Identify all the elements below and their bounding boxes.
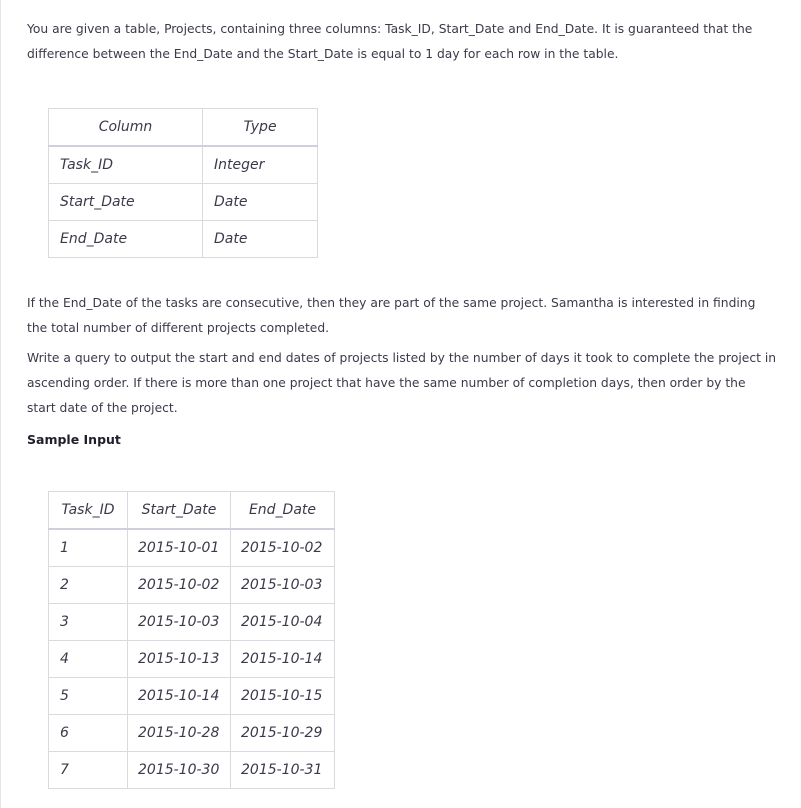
cell-start-date: 2015-10-01 [128, 529, 231, 567]
cell-end-date: 2015-10-15 [231, 678, 335, 715]
sample-input-table [48, 491, 335, 789]
cell-task-id: 5 [49, 678, 128, 715]
table-row [49, 529, 335, 567]
consecutive-paragraph: If the End_Date of the tasks are consecutive, then they are part of the same project. Samantha is interested in finding the total number of different projects completed. [27, 296, 756, 335]
sample-header-task-id: Task_ID [49, 492, 128, 530]
cell-start-date: 2015-10-02 [128, 567, 231, 604]
left-divider [0, 0, 1, 808]
cell-task-id: 7 [49, 752, 128, 789]
cell-end-date: 2015-10-03 [231, 567, 335, 604]
schema-cell-type: Date [203, 221, 318, 258]
table-row [49, 641, 335, 678]
sample-header-row [49, 492, 335, 530]
cell-start-date: 2015-10-30 [128, 752, 231, 789]
cell-end-date: 2015-10-31 [231, 752, 335, 789]
cell-start-date: 2015-10-14 [128, 678, 231, 715]
table-row [49, 184, 318, 221]
cell-task-id: 1 [49, 529, 128, 567]
cell-end-date: 2015-10-02 [231, 529, 335, 567]
table-row [49, 221, 318, 258]
table-row [49, 604, 335, 641]
query-paragraph: Write a query to output the start and end dates of projects listed by the number of days it took to complete the project in ascending order. If there is more than one project that have the same number of completion days, then order by the start date of the project. [27, 351, 777, 415]
schema-header-row [49, 109, 318, 147]
cell-end-date: 2015-10-04 [231, 604, 335, 641]
cell-task-id: 6 [49, 715, 128, 752]
cell-task-id: 2 [49, 567, 128, 604]
schema-cell-column: End_Date [49, 221, 203, 258]
cell-start-date: 2015-10-28 [128, 715, 231, 752]
schema-header-type: Type [203, 109, 318, 147]
cell-task-id: 3 [49, 604, 128, 641]
schema-cell-column: Task_ID [49, 146, 203, 184]
schema-table [48, 108, 318, 258]
sample-input-heading: Sample Input [27, 432, 121, 447]
schema-cell-type: Date [203, 184, 318, 221]
cell-start-date: 2015-10-03 [128, 604, 231, 641]
table-row [49, 567, 335, 604]
table-row [49, 146, 318, 184]
sample-header-end-date: End_Date [231, 492, 335, 530]
table-row [49, 678, 335, 715]
cell-start-date: 2015-10-13 [128, 641, 231, 678]
cell-end-date: 2015-10-14 [231, 641, 335, 678]
intro-paragraph: You are given a table, Projects, containing three columns: Task_ID, Start_Date and End_Date. It is guaranteed that the difference between the End_Date and the Start_Date is equal to 1 day for each row in the table. [27, 22, 753, 61]
cell-task-id: 4 [49, 641, 128, 678]
schema-cell-type: Integer [203, 146, 318, 184]
table-row [49, 715, 335, 752]
sample-header-start-date: Start_Date [128, 492, 231, 530]
table-row [49, 752, 335, 789]
schema-cell-column: Start_Date [49, 184, 203, 221]
schema-header-column: Column [49, 109, 203, 147]
cell-end-date: 2015-10-29 [231, 715, 335, 752]
